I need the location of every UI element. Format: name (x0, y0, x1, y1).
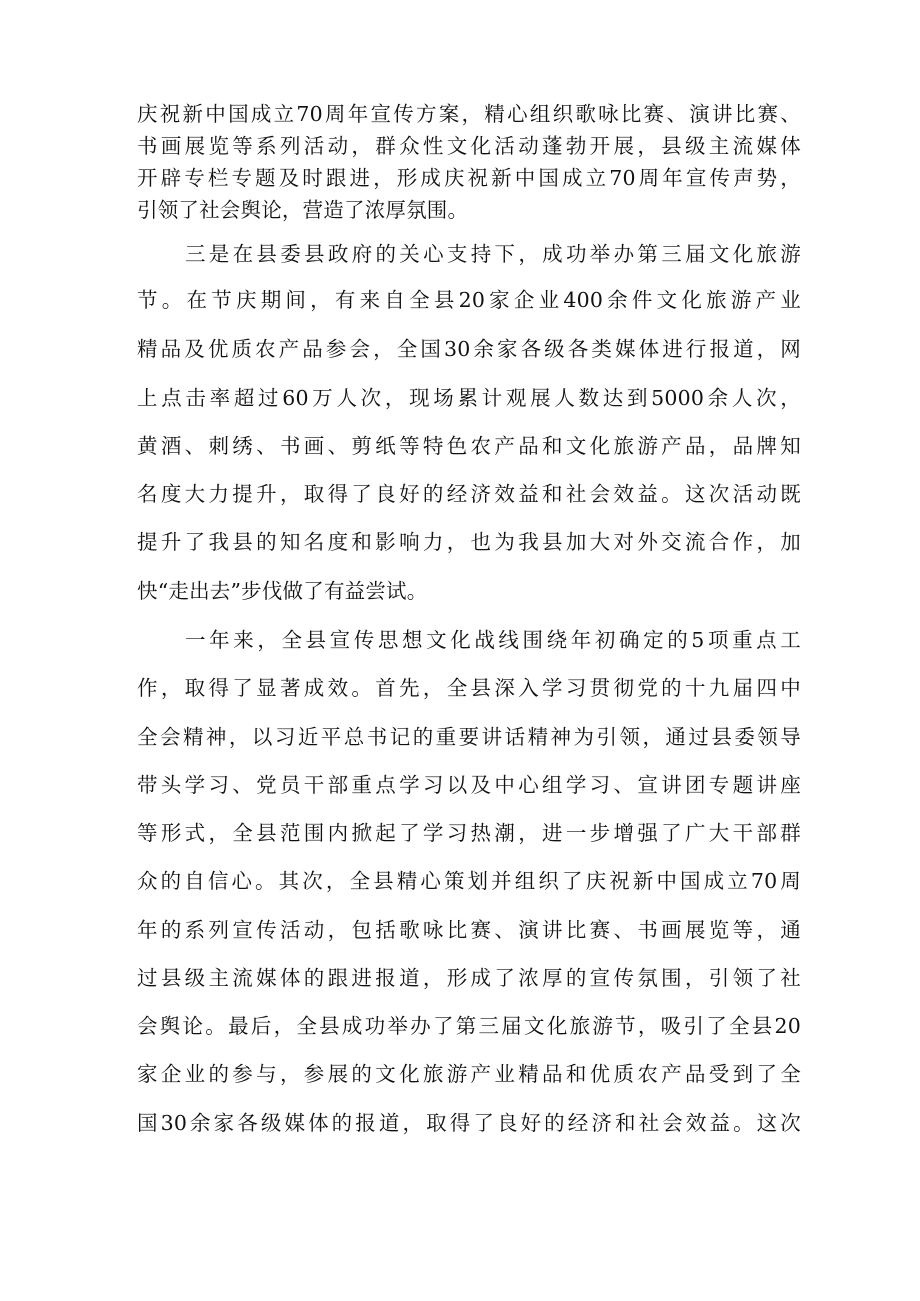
paragraph-2-line-8: 快“走出去”步伐做了有益尝试。 (137, 579, 428, 603)
paragraph-3-line-8: 过县级主流媒体的跟进报道，形成了浓厚的宣传氛围，引领了社 (137, 966, 801, 990)
paragraph-2-line-3: 精品及优质农产品参会，全国30余家各级各类媒体进行报道，网 (137, 337, 801, 361)
paragraph-2-line-7: 提升了我县的知名度和影响力，也为我县加大对外交流合作，加 (137, 530, 801, 554)
paragraph-3-line-1: 一年来，全县宣传思想文化战线围绕年初确定的5项重点工 (185, 628, 801, 652)
paragraph-2-line-2: 节。在节庆期间，有来自全县20家企业400余件文化旅游产业 (137, 288, 801, 312)
paragraph-1-line-4: 引领了社会舆论，营造了浓厚氛围。 (137, 198, 469, 222)
paragraph-3-line-10: 家企业的参与，参展的文化旅游产业精品和优质农产品受到了全 (137, 1062, 801, 1086)
paragraph-3-line-6: 众的自信心。其次，全县精心策划并组织了庆祝新中国成立70周 (137, 869, 801, 893)
paragraph-2-line-1: 三是在县委县政府的关心支持下，成功举办第三届文化旅游 (185, 242, 801, 266)
paragraph-3-line-4: 带头学习、党员干部重点学习以及中心组学习、宣讲团专题讲座 (137, 773, 801, 797)
paragraph-3-line-11: 国30余家各级媒体的报道，取得了良好的经济和社会效益。这次 (137, 1111, 801, 1135)
paragraph-1-line-3: 开辟专栏专题及时跟进，形成庆祝新中国成立70周年宣传声势， (137, 166, 801, 190)
paragraph-3-line-2: 作，取得了显著成效。首先，全县深入学习贯彻党的十九届四中 (137, 676, 801, 700)
paragraph-3-line-7: 年的系列宣传活动，包括歌咏比赛、演讲比赛、书画展览等，通 (137, 918, 801, 942)
paragraph-2-line-5: 黄酒、刺绣、书画、剪纸等特色农产品和文化旅游产品，品牌知 (137, 434, 801, 458)
paragraph-3-line-9: 会舆论。最后，全县成功举办了第三届文化旅游节，吸引了全县20 (137, 1014, 801, 1038)
paragraph-2-line-4: 上点击率超过60万人次，现场累计观展人数达到5000余人次， (137, 386, 801, 410)
paragraph-3-line-5: 等形式，全县范围内掀起了学习热潮，进一步增强了广大干部群 (137, 821, 801, 845)
paragraph-1-line-2: 书画展览等系列活动，群众性文化活动蓬勃开展，县级主流媒体 (137, 134, 801, 158)
paragraph-3-line-3: 全会精神，以习近平总书记的重要讲话精神为引领，通过县委领导 (137, 725, 801, 749)
paragraph-2-line-6: 名度大力提升，取得了良好的经济效益和社会效益。这次活动既 (137, 482, 801, 506)
paragraph-1-line-1: 庆祝新中国成立70周年宣传方案，精心组织歌咏比赛、演讲比赛、 (137, 102, 801, 126)
